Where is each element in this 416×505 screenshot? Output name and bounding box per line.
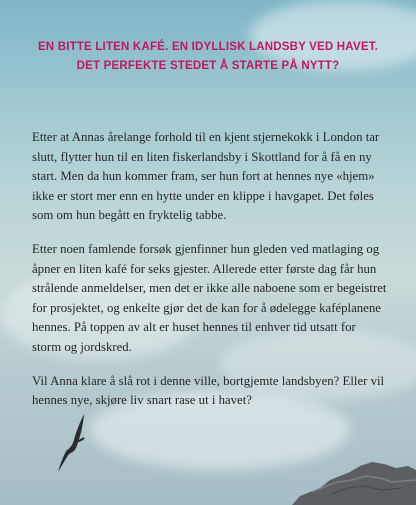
cover-tagline [22,38,394,76]
rocky-hill-icon [292,458,416,505]
tagline-line-2: DET PERFEKTE STEDET Å STARTE PÅ NYTT? [76,60,340,72]
tagline-line-1: EN BITTE LITEN KAFÉ. EN IDYLLISK LANDSBY VED HAVET. [37,41,379,53]
blurb-paragraph-2: Etter noen famlende forsøk gjenfinner hun gleden ved matlaging og åpner en liten kafé for seks gjester. Allerede etter første dag får hun strålende anmeldelser, men det er ikke alle naboene som er begeistret for prosjektet, og enkelte gjør det de kan for å ødelegge kaféplanene hennes. På toppen av alt er huset hennes til enhver tid utsatt for storm og jordskred. [32,241,387,354]
blurb-paragraph-3: Vil Anna klare å slå rot i denne ville, bortgjemte landsbyen? Eller vil hennes nye, skjøre liv snart rase ut i havet? [32,373,385,408]
blurb-paragraph-1: Etter at Annas årelange forhold til en kjent stjernekokk i London tar slutt, flytter hun til en liten fiskerlandsby i Skottland for å få en ny start. Men da hun kommer fram, ser hun fort at hennes nye «hjem» ikke er stort mer enn en hytte under en klippe i havgapet. Det føles som om hun begått en fryktelig tabbe. [32,130,380,223]
blurb-text [32,128,388,425]
seagull-icon [54,412,90,476]
